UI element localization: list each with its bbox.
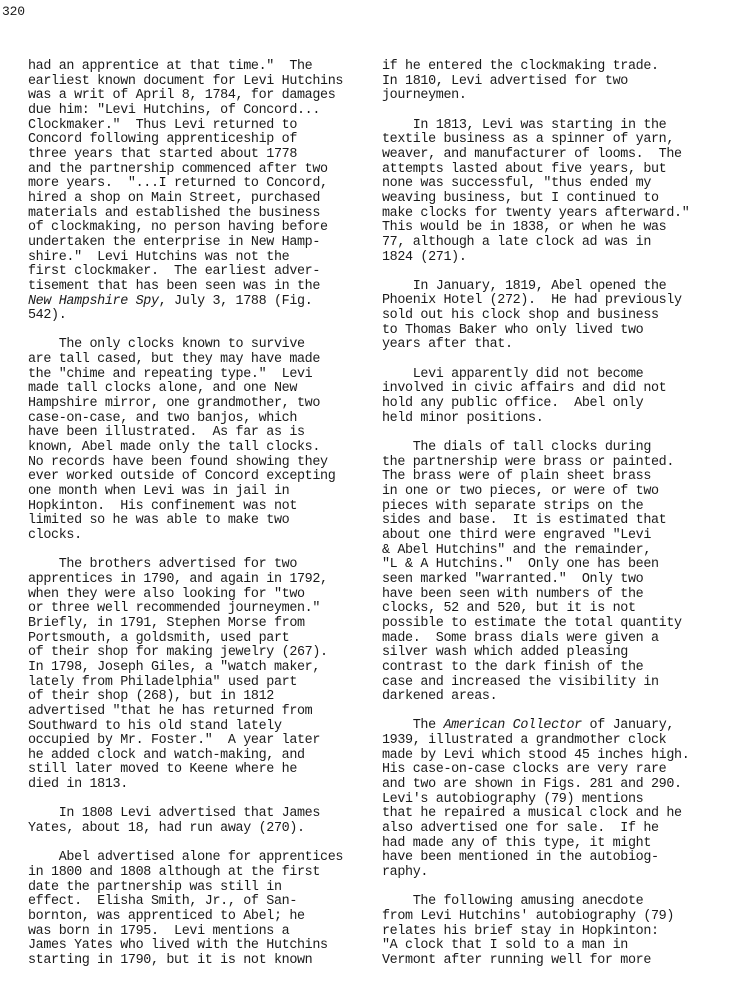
text-line xyxy=(28,617,368,632)
text-line xyxy=(382,822,722,837)
text-segment: , July 3, 1788 (Fig. xyxy=(158,293,313,309)
text-segment: "L & A Hutchins." Only one has been xyxy=(382,557,659,573)
text-segment: relates his brief stay in Hopkinton: xyxy=(382,923,659,939)
text-line xyxy=(28,910,368,925)
text-segment: pieces with separate strips on the xyxy=(382,498,644,514)
text-line xyxy=(28,295,368,310)
text-segment: none was successful, "thus ended my xyxy=(382,176,651,192)
text-line xyxy=(382,925,722,940)
text-line xyxy=(382,412,722,427)
text-segment: In 1808 Levi advertised that James xyxy=(28,806,321,822)
text-line xyxy=(28,778,368,793)
text-segment: Levi apparently did not become xyxy=(382,366,644,382)
text-segment: also advertised one for sale. If he xyxy=(382,821,659,837)
text-segment: bornton, was apprenticed to Abel; he xyxy=(28,909,305,924)
text-line xyxy=(28,221,368,236)
text-segment: more years. "...I returned to Concord, xyxy=(28,176,328,192)
text-segment: ever worked outside of Concord excepting xyxy=(28,469,336,485)
text-segment: His case-on-case clocks are very rare xyxy=(382,762,667,778)
text-line xyxy=(28,646,368,661)
text-line xyxy=(382,910,722,925)
text-line xyxy=(28,881,368,896)
text-line xyxy=(382,514,722,529)
text-segment: Phoenix Hotel (272). He had previously xyxy=(382,293,682,309)
text-segment: one month when Levi was in jail in xyxy=(28,484,290,500)
text-segment: of their shop (268), but in 1812 xyxy=(28,689,274,705)
text-line xyxy=(382,851,722,866)
text-segment: shire." Levi Hutchins was not the xyxy=(28,249,290,265)
text-segment: hired a shop on Main Street, purchased xyxy=(28,190,321,206)
text-segment: Southward to his old stand lately xyxy=(28,718,282,734)
paragraph-break xyxy=(28,544,368,559)
text-segment: journeymen. xyxy=(382,88,467,104)
text-line xyxy=(382,280,722,295)
text-line xyxy=(28,338,368,353)
text-segment: starting in 1790, but it is not known xyxy=(28,952,313,968)
text-segment: In 1810, Levi advertised for two xyxy=(382,73,628,89)
text-segment: he added clock and watch-making, and xyxy=(28,747,305,763)
text-line xyxy=(28,720,368,735)
text-line xyxy=(382,895,722,910)
text-segment: was a writ of April 8, 1784, for damages xyxy=(28,88,336,104)
text-segment: of their shop for making jewelry (267). xyxy=(28,645,328,661)
text-line xyxy=(28,939,368,954)
text-line xyxy=(382,192,722,207)
text-segment: Yates, about 18, had run away (270). xyxy=(28,821,305,837)
italic-title: American Collector xyxy=(443,718,582,734)
text-line xyxy=(28,514,368,529)
text-line xyxy=(28,265,368,280)
text-segment: textile business as a spinner of yarn, xyxy=(382,132,675,148)
text-line xyxy=(28,851,368,866)
text-line xyxy=(382,500,722,515)
text-line xyxy=(28,177,368,192)
text-segment: clocks. xyxy=(28,527,82,543)
text-segment: of January, xyxy=(581,718,675,734)
text-line xyxy=(28,353,368,368)
text-line xyxy=(382,236,722,251)
text-segment: materials and established the business xyxy=(28,205,321,221)
text-line xyxy=(28,588,368,603)
text-line xyxy=(28,676,368,691)
text-segment: The xyxy=(382,718,444,734)
text-segment: in one or two pieces, or were of two xyxy=(382,483,659,499)
text-line xyxy=(382,119,722,134)
text-segment: In 1798, Joseph Giles, a "watch maker, xyxy=(28,659,321,675)
text-segment: & Abel Hutchins" and the remainder, xyxy=(382,542,651,558)
paragraph-break xyxy=(382,881,722,896)
text-segment: The brass were of plain sheet brass xyxy=(382,469,651,485)
text-line xyxy=(382,382,722,397)
text-segment: James Yates who lived with the Hutchins xyxy=(28,938,328,954)
text-segment: weaving business, but I continued to xyxy=(382,190,659,206)
text-line xyxy=(382,485,722,500)
text-segment: Briefly, in 1791, Stephen Morse from xyxy=(28,615,305,631)
text-line xyxy=(382,177,722,192)
text-segment: No records have been found showing they xyxy=(28,454,328,470)
text-segment: due him: "Levi Hutchins, of Concord... xyxy=(28,102,321,118)
page-number: 320 xyxy=(2,4,25,19)
text-line xyxy=(382,75,722,90)
text-line xyxy=(382,719,722,734)
text-segment: still later moved to Keene where he xyxy=(28,762,297,778)
text-line xyxy=(28,397,368,412)
text-line xyxy=(28,500,368,515)
text-line xyxy=(382,309,722,324)
text-segment: advertised "that he has returned from xyxy=(28,703,313,719)
text-segment: or three well recommended journeymen." xyxy=(28,601,321,617)
text-segment: undertaken the enterprise in New Hamp- xyxy=(28,234,321,250)
paragraph-break xyxy=(382,705,722,720)
text-line xyxy=(382,207,722,222)
text-line xyxy=(382,837,722,852)
text-segment: when they were also looking for "two xyxy=(28,586,305,602)
text-segment: hold any public office. Abel only xyxy=(382,396,644,412)
text-line xyxy=(382,793,722,808)
text-line xyxy=(382,133,722,148)
text-segment: have been illustrated. As far as is xyxy=(28,425,305,441)
text-segment: 1939, illustrated a grandmother clock xyxy=(382,733,667,749)
text-segment: Concord following apprenticeship of xyxy=(28,132,297,148)
text-segment: the partnership were brass or painted. xyxy=(382,454,675,470)
text-segment: raphy. xyxy=(382,865,429,881)
text-segment: Clockmaker." Thus Levi returned to xyxy=(28,117,297,133)
text-segment: had made any of this type, it might xyxy=(382,835,651,851)
text-segment: and the partnership commenced after two xyxy=(28,161,328,177)
text-segment: made tall clocks alone, and one New xyxy=(28,381,297,397)
text-segment: seen marked "warranted." Only two xyxy=(382,571,644,587)
text-line xyxy=(28,705,368,720)
paragraph-break xyxy=(382,426,722,441)
text-line xyxy=(28,602,368,617)
text-segment: In January, 1819, Abel opened the xyxy=(382,278,667,294)
text-line xyxy=(28,485,368,500)
text-line xyxy=(28,734,368,749)
text-segment: weaver, and manufacturer of looms. The xyxy=(382,146,682,162)
text-segment: case-on-case, and two banjos, which xyxy=(28,410,297,426)
text-segment: Abel advertised alone for apprentices xyxy=(28,850,344,866)
text-segment: effect. Elisha Smith, Jr., of San- xyxy=(28,894,297,910)
text-segment: contrast to the dark finish of the xyxy=(382,659,644,675)
text-segment: known, Abel made only the tall clocks. xyxy=(28,440,321,456)
text-segment: The only clocks known to survive xyxy=(28,337,305,353)
text-segment: Hopkinton. His confinement was not xyxy=(28,498,297,514)
text-line xyxy=(28,925,368,940)
text-segment: lately from Philadelphia" used part xyxy=(28,674,297,690)
text-line xyxy=(28,236,368,251)
text-line xyxy=(382,588,722,603)
paragraph-break xyxy=(382,265,722,280)
text-line xyxy=(382,676,722,691)
text-segment: Hampshire mirror, one grandmother, two xyxy=(28,396,321,412)
text-line xyxy=(28,558,368,573)
text-line xyxy=(28,470,368,485)
text-segment: tisement that has been seen was in the xyxy=(28,278,321,294)
paragraph-break xyxy=(382,104,722,119)
text-segment: silver wash which added pleasing xyxy=(382,645,628,661)
text-segment: of clockmaking, no person having before xyxy=(28,220,328,236)
text-segment: three years that started about 1778 xyxy=(28,146,297,162)
paragraph-break xyxy=(28,793,368,808)
text-segment: about one third were engraved "Levi xyxy=(382,527,651,543)
text-line xyxy=(28,426,368,441)
text-segment: have been seen with numbers of the xyxy=(382,586,644,602)
text-line xyxy=(382,544,722,559)
text-segment: sold out his clock shop and business xyxy=(382,308,659,324)
text-segment: had an apprentice at that time." The xyxy=(28,59,313,74)
text-segment: clocks, 52 and 520, but it is not xyxy=(382,601,636,617)
text-segment: 542). xyxy=(28,308,67,324)
text-line xyxy=(28,368,368,383)
text-line xyxy=(28,456,368,471)
text-segment: sides and base. It is estimated that xyxy=(382,513,667,529)
text-segment: years after that. xyxy=(382,337,513,353)
text-line xyxy=(382,397,722,412)
text-segment: case and increased the visibility in xyxy=(382,674,659,690)
text-line xyxy=(382,324,722,339)
text-segment: made. Some brass dials were given a xyxy=(382,630,659,646)
text-segment: make clocks for twenty years afterward." xyxy=(382,205,690,221)
text-line xyxy=(382,617,722,632)
text-line xyxy=(382,338,722,353)
text-segment: first clockmaker. The earliest adver- xyxy=(28,264,321,280)
text-segment: involved in civic affairs and did not xyxy=(382,381,667,397)
text-segment: The following amusing anecdote xyxy=(382,894,644,910)
text-line xyxy=(28,104,368,119)
text-line xyxy=(28,382,368,397)
text-segment: the "chime and repeating type." Levi xyxy=(28,366,313,382)
text-line xyxy=(382,690,722,705)
text-segment: Portsmouth, a goldsmith, used part xyxy=(28,630,290,646)
text-line xyxy=(28,866,368,881)
left-text-column xyxy=(28,60,368,969)
text-line xyxy=(382,954,722,969)
text-segment: In 1813, Levi was starting in the xyxy=(382,117,667,133)
text-line xyxy=(28,441,368,456)
text-line xyxy=(28,412,368,427)
text-segment: occupied by Mr. Foster." A year later xyxy=(28,733,321,749)
text-line xyxy=(382,602,722,617)
text-line xyxy=(28,763,368,778)
text-segment: and two are shown in Figs. 281 and 290. xyxy=(382,777,682,793)
text-line xyxy=(382,441,722,456)
text-segment: that he repaired a musical clock and he xyxy=(382,806,682,822)
text-line xyxy=(382,763,722,778)
text-line xyxy=(28,133,368,148)
paragraph-break xyxy=(28,324,368,339)
text-line xyxy=(382,866,722,881)
text-line xyxy=(28,632,368,647)
text-line xyxy=(382,939,722,954)
text-line xyxy=(28,89,368,104)
text-line xyxy=(28,251,368,266)
text-segment: darkened areas. xyxy=(382,689,498,705)
text-line xyxy=(28,749,368,764)
text-line xyxy=(382,661,722,676)
text-line xyxy=(28,690,368,705)
text-segment: held minor positions. xyxy=(382,410,544,426)
text-line xyxy=(382,251,722,266)
text-line xyxy=(382,778,722,793)
text-segment: if he entered the clockmaking trade. xyxy=(382,59,659,74)
text-segment: 1824 (271). xyxy=(382,249,467,265)
text-line xyxy=(28,529,368,544)
text-segment: made by Levi which stood 45 inches high. xyxy=(382,747,690,763)
text-line xyxy=(28,661,368,676)
text-line xyxy=(382,163,722,178)
text-segment: apprentices in 1790, and again in 1792, xyxy=(28,571,328,587)
text-line xyxy=(28,163,368,178)
text-segment: Vermont after running well for more xyxy=(382,952,651,968)
text-line xyxy=(382,148,722,163)
text-segment: The brothers advertised for two xyxy=(28,557,297,573)
text-segment: This would be in 1838, or when he was xyxy=(382,220,667,236)
text-line xyxy=(382,734,722,749)
text-line xyxy=(382,294,722,309)
italic-title: New Hampshire Spy xyxy=(28,293,159,309)
text-segment: earliest known document for Levi Hutchins xyxy=(28,73,344,89)
text-segment: from Levi Hutchins' autobiography (79) xyxy=(382,908,675,924)
text-segment: are tall cased, but they may have made xyxy=(28,352,321,368)
text-line xyxy=(28,309,368,324)
text-line xyxy=(28,75,368,90)
paragraph-break xyxy=(28,837,368,852)
text-line xyxy=(28,895,368,910)
text-segment: 77, although a late clock ad was in xyxy=(382,234,651,250)
text-line xyxy=(382,470,722,485)
text-line xyxy=(28,573,368,588)
text-segment: was born in 1795. Levi mentions a xyxy=(28,923,290,939)
text-line xyxy=(382,558,722,573)
text-segment: have been mentioned in the autobiog- xyxy=(382,850,659,866)
text-line xyxy=(28,207,368,222)
text-line xyxy=(28,807,368,822)
text-segment: in 1800 and 1808 although at the first xyxy=(28,865,321,881)
text-line xyxy=(382,221,722,236)
text-segment: The dials of tall clocks during xyxy=(382,440,651,455)
text-segment: to Thomas Baker who only lived two xyxy=(382,322,644,338)
text-line xyxy=(382,60,722,75)
text-line xyxy=(28,280,368,295)
text-segment: possible to estimate the total quantity xyxy=(382,615,682,631)
text-line xyxy=(28,60,368,75)
text-line xyxy=(382,749,722,764)
text-segment: date the partnership was still in xyxy=(28,879,282,895)
text-segment: "A clock that I sold to a man in xyxy=(382,938,628,954)
text-segment: Levi's autobiography (79) mentions xyxy=(382,791,644,807)
text-line xyxy=(382,89,722,104)
text-line xyxy=(382,632,722,647)
text-segment: died in 1813. xyxy=(28,777,128,793)
text-line xyxy=(382,573,722,588)
text-line xyxy=(28,954,368,969)
text-line xyxy=(28,148,368,163)
text-line xyxy=(382,807,722,822)
text-line xyxy=(28,119,368,134)
text-line xyxy=(382,368,722,383)
right-text-column xyxy=(382,60,722,969)
text-segment: limited so he was able to make two xyxy=(28,513,290,529)
text-line xyxy=(28,822,368,837)
text-line xyxy=(382,456,722,471)
text-line xyxy=(382,646,722,661)
paragraph-break xyxy=(382,353,722,368)
text-line xyxy=(28,192,368,207)
text-line xyxy=(382,529,722,544)
text-segment: attempts lasted about five years, but xyxy=(382,161,667,177)
